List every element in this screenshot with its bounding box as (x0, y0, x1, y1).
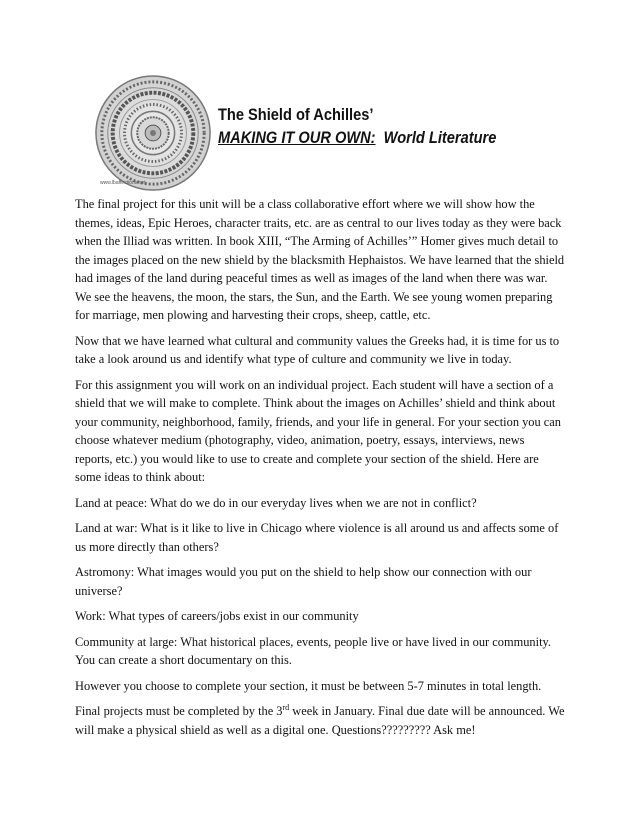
shield-illustration-icon (94, 74, 212, 192)
deadline-paragraph (75, 702, 565, 739)
deadline-text-end: week in January. Final due date will be announced. We will make a physical shield as well as a digital one. Questions????????? Ask me! (75, 704, 565, 737)
culture-paragraph: Now that we have learned what cultural and community values the Greeks had, it is time for us to take a look around us and identify what type of culture and community we live in today. (75, 333, 560, 366)
length-requirement: However you choose to complete your section, it must be between 5-7 minutes in total length. (75, 678, 542, 693)
title-line-1: The Shield of Achilles’ (218, 105, 374, 124)
intro-paragraph: The final project for this unit will be a class collaborative effort where we will show how the themes, ideas, Epic Heroes, character traits, etc. are as central to our lives today as they were back when the Illiad was written. In book XIII, “The Arming of Achilles’” Homer gives much detail to the images placed on the new shield by the blacksmith Hephaistos. We have learned that the shield had images of the land during peaceful times as well as images of the land when there was war. We see the heavens, the moon, the stars, the Sun, and the Earth. We see young women preparing for marriage, men plowing and harvesting their crops, sheep, cattle, etc. (75, 197, 565, 322)
deadline-text-start: Final projects must be completed by the 3 (75, 704, 283, 718)
document-body (75, 195, 565, 746)
idea-work: Work: What types of careers/jobs exist in our community (75, 609, 359, 623)
page-title (218, 103, 496, 149)
idea-land-at-war: Land at war: What is it like to live in Chicago where violence is all around us and affects some of us more directly than others? (75, 521, 559, 554)
idea-land-at-peace: Land at peace: What do we do in our everyday lives when we are not in conflict? (75, 495, 477, 510)
shield-drawing (94, 74, 212, 192)
idea-astronomy: Astromony: What images would you put on the shield to help show our connection with our universe? (75, 565, 532, 598)
title-line-2 (218, 126, 496, 149)
title-rest-part: World Literature (375, 128, 497, 147)
title-underlined-part: MAKING IT OUR OWN: (218, 128, 376, 147)
idea-community: Community at large: What historical places, events, people live or have lived in our community. You can create a short documentary on this. (75, 634, 552, 667)
shield-caption: www.lbaffections.net (100, 180, 146, 186)
ordinal-suffix: rd (282, 702, 290, 712)
assignment-paragraph: For this assignment you will work on an individual project. Each student will have a section of a shield that we will make to complete. Think about the images on Achilles’ shield and think about your community, neighborhood, family, friends, and your life in general. For your section you can choose whatever medium (photography, video, animation, poetry, essays, interviews, news reports, etc.) you would like to use to create and complete your section of the shield. Here are some ideas to think about: (75, 377, 561, 484)
